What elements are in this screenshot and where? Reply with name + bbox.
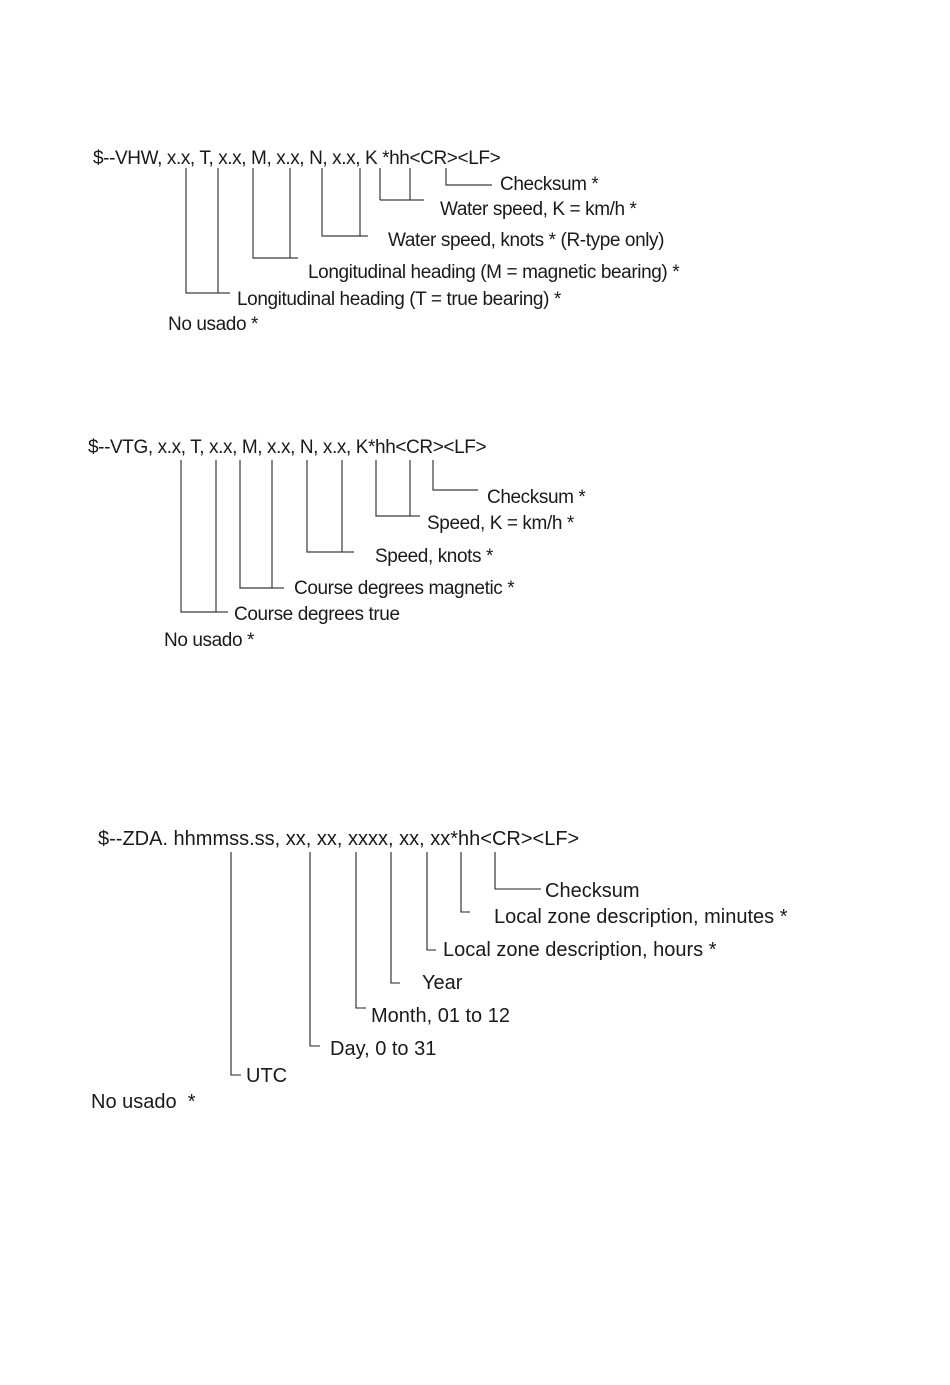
vhw-water-speed-kmh-leader — [380, 168, 424, 200]
vtg-field-course-magnetic: Course degrees magnetic * — [294, 578, 515, 599]
zda-field-utc: UTC — [246, 1065, 288, 1087]
zda-field-zone-hours: Local zone description, hours * — [443, 939, 717, 961]
vtg-field-checksum: Checksum * — [487, 487, 586, 508]
vtg-field-course-true: Course degrees true — [234, 604, 400, 625]
vhw-field-heading-true: Longitudinal heading (T = true bearing) * — [237, 289, 561, 310]
vhw-diagram — [93, 148, 680, 335]
vtg-course-magnetic-leader — [240, 460, 272, 588]
vhw-field-water-speed-kmh: Water speed, K = km/h * — [440, 199, 637, 220]
zda-year-leader — [391, 852, 400, 983]
vtg-checksum-leader — [433, 460, 478, 490]
zda-checksum-leader — [495, 852, 541, 889]
vhw-sentence: $--VHW, x.x, T, x.x, M, x.x, N, x.x, K *hh<CR><LF> — [93, 148, 501, 169]
vhw-heading-true-leader — [186, 168, 218, 293]
zda-diagram — [91, 828, 788, 1113]
zda-utc-leader — [231, 852, 241, 1075]
vtg-course-true-leader — [181, 460, 216, 612]
vtg-diagram — [88, 437, 586, 651]
zda-field-month: Month, 01 to 12 — [371, 1005, 510, 1027]
zda-sentence: $--ZDA. hhmmss.ss, xx, xx, xxxx, xx, xx*hh<CR><LF> — [98, 828, 580, 850]
zda-field-not-used: No usado * — [91, 1091, 196, 1113]
vtg-speed-kmh-leader — [376, 460, 410, 516]
zda-field-day: Day, 0 to 31 — [330, 1038, 437, 1060]
vhw-checksum-leader — [446, 168, 492, 185]
zda-month-leader — [356, 852, 366, 1008]
vtg-sentence: $--VTG, x.x, T, x.x, M, x.x, N, x.x, K*hh<CR><LF> — [88, 437, 487, 458]
zda-field-year: Year — [422, 972, 463, 994]
zda-zone-hours-leader — [427, 852, 436, 950]
vtg-field-not-used: No usado * — [164, 630, 255, 651]
vtg-speed-knots-leader — [307, 460, 342, 552]
zda-field-zone-minutes: Local zone description, minutes * — [494, 906, 788, 928]
vhw-heading-magnetic-leader — [253, 168, 290, 258]
vhw-field-heading-magnetic: Longitudinal heading (M = magnetic bearing) * — [308, 262, 680, 283]
vtg-field-speed-knots: Speed, knots * — [375, 546, 493, 567]
vhw-field-water-speed-knots: Water speed, knots * (R-type only) — [388, 230, 665, 251]
vtg-field-speed-kmh: Speed, K = km/h * — [427, 513, 574, 534]
zda-day-leader — [310, 852, 320, 1046]
vhw-water-speed-knots-leader — [322, 168, 360, 236]
vhw-field-not-used: No usado * — [168, 314, 259, 335]
vhw-field-checksum: Checksum * — [500, 174, 599, 195]
zda-zone-minutes-leader — [461, 852, 470, 912]
zda-field-checksum: Checksum — [545, 880, 640, 902]
